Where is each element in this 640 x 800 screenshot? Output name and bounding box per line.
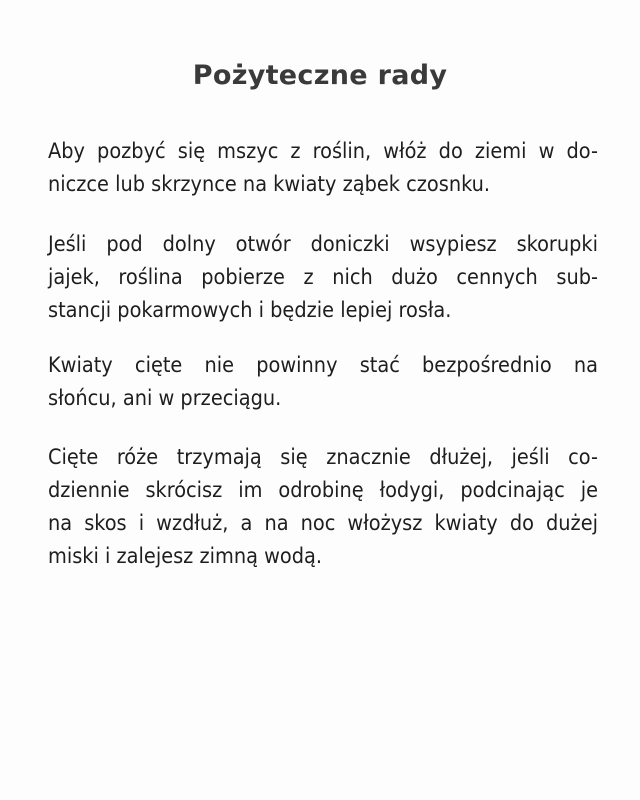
page-title: Pożyteczne rady	[192, 60, 448, 91]
paragraph-line: stancji pokarmowych i będzie lepiej rosła.	[48, 298, 452, 323]
paragraph-line: na skos i wzdłuż, a na noc włożysz kwiaty do dużej	[48, 511, 598, 536]
paragraph-line: miski i zalejesz zimną wodą.	[48, 544, 323, 569]
tip-paragraph-2	[48, 228, 598, 327]
paragraph-line: Kwiaty cięte nie powinny stać bezpośrednio na	[48, 353, 598, 378]
paragraph-line: jajek, roślina pobierze z nich dużo cennych sub-	[48, 265, 598, 290]
paragraph-line: dziennie skrócisz im odrobinę łodygi, podcinając je	[48, 478, 598, 503]
paragraph-line: Cięte róże trzymają się znacznie dłużej, jeśli co-	[48, 445, 598, 470]
tip-paragraph-3	[48, 349, 598, 415]
paragraph-line: Aby pozbyć się mszyc z roślin, włóż do ziemi w do-	[48, 139, 598, 164]
paragraph-line: Jeśli pod dolny otwór doniczki wsypiesz skorupki	[48, 232, 598, 257]
tip-paragraph-1	[48, 135, 598, 201]
tip-paragraph-4	[48, 441, 598, 573]
paragraph-line: niczce lub skrzynce na kwiaty ząbek czosnku.	[48, 172, 491, 197]
paragraph-line: słońcu, ani w przeciągu.	[48, 386, 282, 411]
